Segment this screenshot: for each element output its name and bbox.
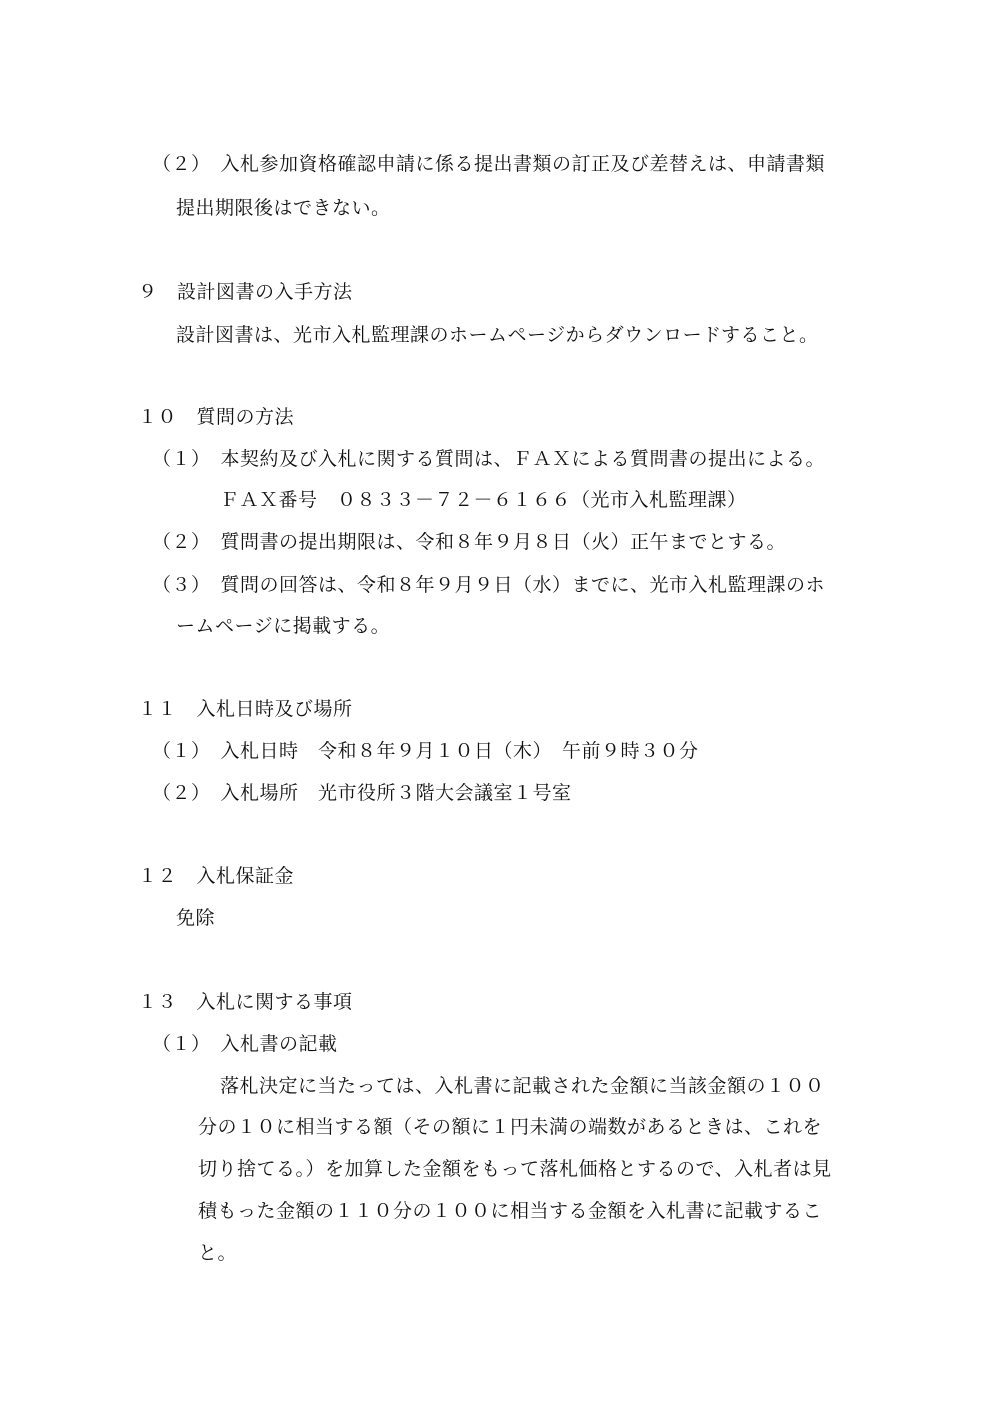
section-12-body: 免除 xyxy=(176,907,216,929)
section-11-heading: １１ 入札日時及び場所 xyxy=(138,698,353,720)
section-10-item-3-line-1: （３） 質問の回答は、令和８年９月９日（水）までに、光市入札監理課のホ xyxy=(152,574,826,596)
section-13-paragraph-line-4: 積もった金額の１１０分の１００に相当する金額を入札書に記載するこ xyxy=(198,1200,823,1222)
section-10-item-1: （１） 本契約及び入札に関する質問は、ＦＡＸによる質問書の提出による。 xyxy=(152,448,826,470)
item-8-2-line-2: 提出期限後はできない。 xyxy=(176,197,391,219)
section-13-paragraph-line-5: と。 xyxy=(198,1242,238,1264)
section-10-heading: １０ 質問の方法 xyxy=(138,406,295,428)
section-10-item-2: （２） 質問書の提出期限は、令和８年９月８日（火）正午までとする。 xyxy=(152,531,787,553)
section-13-heading: １３ 入札に関する事項 xyxy=(138,991,353,1013)
section-10-item-3-line-2: ームページに掲載する。 xyxy=(176,615,391,637)
section-13-item-1: （１） 入札書の記載 xyxy=(152,1033,338,1055)
section-9-heading: ９ 設計図書の入手方法 xyxy=(138,281,353,303)
fax-number-line: ＦＡＸ番号 ０８３３－７２－６１６６（光市入札監理課） xyxy=(220,489,747,511)
section-13-paragraph-line-1: 落札決定に当たっては、入札書に記載された金額に当該金額の１００ xyxy=(220,1075,825,1097)
section-13-paragraph-line-2: 分の１０に相当する額（その額に１円未満の端数があるときは、これを xyxy=(198,1116,823,1138)
section-13-paragraph-line-3: 切り捨てる。）を加算した金額をもって落札価格とするので、入札者は見 xyxy=(198,1158,832,1180)
section-11-item-2: （２） 入札場所 光市役所３階大会議室１号室 xyxy=(152,782,572,804)
section-9-body: 設計図書は、光市入札監理課のホームページからダウンロードすること。 xyxy=(176,324,819,346)
section-12-heading: １２ 入札保証金 xyxy=(138,865,295,887)
item-8-2-line-1: （２） 入札参加資格確認申請に係る提出書類の訂正及び差替えは、申請書類 xyxy=(152,153,826,175)
section-11-item-1: （１） 入札日時 令和８年９月１０日（木） 午前９時３０分 xyxy=(152,740,699,762)
